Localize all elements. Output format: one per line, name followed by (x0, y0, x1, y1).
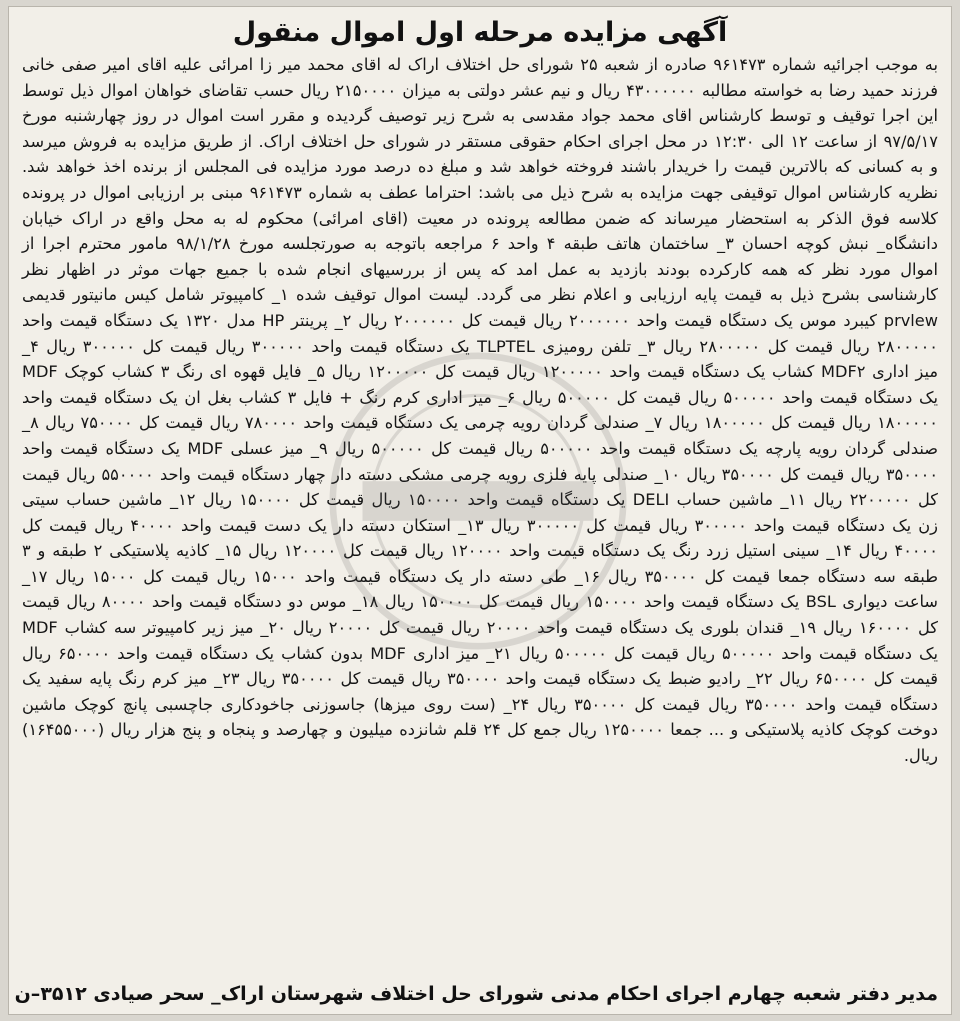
notice-body: به موجب اجرائیه شماره ۹۶۱۴۷۳ صادره از شعبه ۲۵ شورای حل اختلاف اراک له اقای محمد میر زا امرائی علیه اقای امیر صفی خانی فرزند حمید رضا به خواسته مطالبه ۴۳۰۰۰۰۰۰ ریال و نیم عشر دولتی به میزان ۲۱۵۰۰۰۰ ریال حسب تقاضای خواهان اموال ذیل توسط این اجرا توقیف و توسط کارشناس اقای محمد جواد مقدسی به شرح زیر توصیف گردیده و مقرر است اموال در روز چهارشنبه مورخ ۹۷/۵/۱۷ از ساعت ۱۲ الی ۱۲:۳۰ در محل اجرای احکام حقوقی مستقر در شورای حل اختلاف اراک. از طریق مزایده به فروش میرسد و به کسانی که بالاترین قیمت را خریدار باشند فروخته خواهد شد و مبلغ ده درصد مورد مزایده فی المجلس از برنده اخذ خواهد شد. نظریه کارشناس اموال توقیفی جهت مزایده به شرح ذیل می باشد: احتراما عطف به شماره ۹۶۱۴۷۳ مبنی بر ارزیابی اموال در پرونده کلاسه فوق الذکر به استحضار میرساند که ضمن مطالعه پرونده در معیت (اقای امرائی) محکوم له به محل واقع در اراک خیابان دانشگاه_ نبش کوچه احسان ۳_ ساختمان هاتف طبقه ۴ واحد ۶ مراجعه باتوجه به صورتجلسه مورخ ۹۸/۱/۲۸ مامور محترم اجرا از اموال مورد نظر که همه کارکرده بودند بازدید به عمل امد که پس از بررسیهای انجام شده با جمیع جهات موثر در اظهار نظر کارشناسی بشرح ذیل به قیمت پایه ارزیابی و اعلام نظر می گردد. لیست اموال توقیف شده ۱_ کامپیوتر شامل کیس مانیتور قدیمی prvlew کیبرد موس یک دستگاه قیمت واحد ۲۰۰۰۰۰۰ ریال قیمت کل ۲۰۰۰۰۰۰ ریال ۲_ پرینتر HP مدل ۱۳۲۰ یک دستگاه قیمت واحد ۲۸۰۰۰۰۰ ریال قیمت کل ۲۸۰۰۰۰۰ ریال ۳_ تلفن رومیزی TLPTEL یک دستگاه قیمت واحد ۳۰۰۰۰۰ ریال قیمت کل ۳۰۰۰۰۰ ریال ۴_ میز اداری MDF۲ کشاب یک دستگاه قیمت واحد ۱۲۰۰۰۰۰ ریال قیمت کل ۱۲۰۰۰۰۰ ریال ۵_ فایل قهوه ای رنگ ۳ کشاب کوچک MDF یک دستگاه قیمت واحد ۵۰۰۰۰۰ ریال قیمت کل ۵۰۰۰۰۰ ریال ۶_ میز اداری کرم رنگ + فایل ۳ کشاب بغل ان یک دستگاه قیمت واحد ۱۸۰۰۰۰۰ ریال قیمت کل ۱۸۰۰۰۰۰ ریال ۷_ صندلی گردان رویه چرمی یک دستگاه قیمت واحد ۷۸۰۰۰۰ ریال قیمت کل ۷۵۰۰۰۰ ریال ۸_ صندلی گردان رویه پارچه یک دستگاه قیمت واحد ۵۰۰۰۰۰ ریال قیمت کل ۵۰۰۰۰۰ ریال ۹_ میز عسلی MDF یک دستگاه قیمت واحد ۳۵۰۰۰۰ ریال قیمت کل ۳۵۰۰۰۰ ریال ۱۰_ صندلی پایه فلزی رویه چرمی مشکی دسته دار چهار دستگاه قیمت واحد ۵۵۰۰۰۰ ریال قیمت کل ۲۲۰۰۰۰۰ ریال ۱۱_ ماشین حساب DELI یک دستگاه قیمت واحد ۱۵۰۰۰۰ ریال قیمت کل ۱۵۰۰۰۰ ریال ۱۲_ ماشین حساب سیتی زن یک دستگاه قیمت واحد ۳۰۰۰۰۰ ریال قیمت کل ۳۰۰۰۰۰ ریال ۱۳_ استکان دسته دار یک دست قیمت واحد ۴۰۰۰۰ ریال قیمت کل ۴۰۰۰۰ ریال ۱۴_ سینی استیل زرد رنگ یک دستگاه قیمت واحد ۱۲۰۰۰۰ ریال قیمت کل ۱۲۰۰۰۰ ریال ۱۵_ کاذیه پلاستیکی ۲ طبقه و ۳ طبقه سه دستگاه جمعا قیمت کل ۳۵۰۰۰۰ ریال ۱۶_ طی دسته دار یک دستگاه قیمت واحد ۱۵۰۰۰ ریال قیمت کل ۱۵۰۰۰ ریال ۱۷_ ساعت دیواری BSL یک دستگاه قیمت واحد ۱۵۰۰۰۰ ریال قیمت کل ۱۵۰۰۰۰ ریال ۱۸_ موس دو دستگاه قیمت واحد ۸۰۰۰۰ ریال قیمت کل ۱۶۰۰۰۰ ریال ۱۹_ قندان بلوری یک دستگاه قیمت واحد ۲۰۰۰۰ ریال قیمت کل ۲۰۰۰۰ ریال ۲۰_ میز زیر کامپیوتر سه کشاب MDF یک دستگاه قیمت واحد ۵۰۰۰۰۰ ریال قیمت کل ۵۰۰۰۰۰ ریال ۲۱_ میز اداری MDF بدون کشاب یک دستگاه قیمت واحد ۶۵۰۰۰۰ ریال قیمت کل ۶۵۰۰۰۰ ریال ۲۲_ رادیو ضبط یک دستگاه قیمت واحد ۳۵۰۰۰۰ ریال قیمت کل ۳۵۰۰۰۰ ریال ۲۳_ میز کرم رنگ پایه سفید یک دستگاه قیمت واحد ۳۵۰۰۰۰ ریال قیمت کل ۳۵۰۰۰۰ ریال ۲۴_ (ست روی میزها) جاسوزنی جاخودکاری جاچسبی پانچ کوچک ماشین دوخت کوچک کاذیه پلاستیکی و ... جمعا ۱۲۵۰۰۰۰ ریال جمع کل ۲۴ قلم شانزده میلیون و چهارصد و پنجاه و پنج هزار ریال (۱۶۴۵۵۰۰۰) ریال. (22, 55, 939, 766)
newspaper-notice (8, 6, 952, 1015)
notice-title: آگهی مزایده مرحله اول اموال منقول (232, 17, 728, 48)
notice-footer: مدیر دفتر شعبه چهارم اجرای احکام مدنی شورای حل اختلاف شهرستان اراک_ سحر صیادی ۳۵۱۲–ن (14, 983, 938, 1005)
